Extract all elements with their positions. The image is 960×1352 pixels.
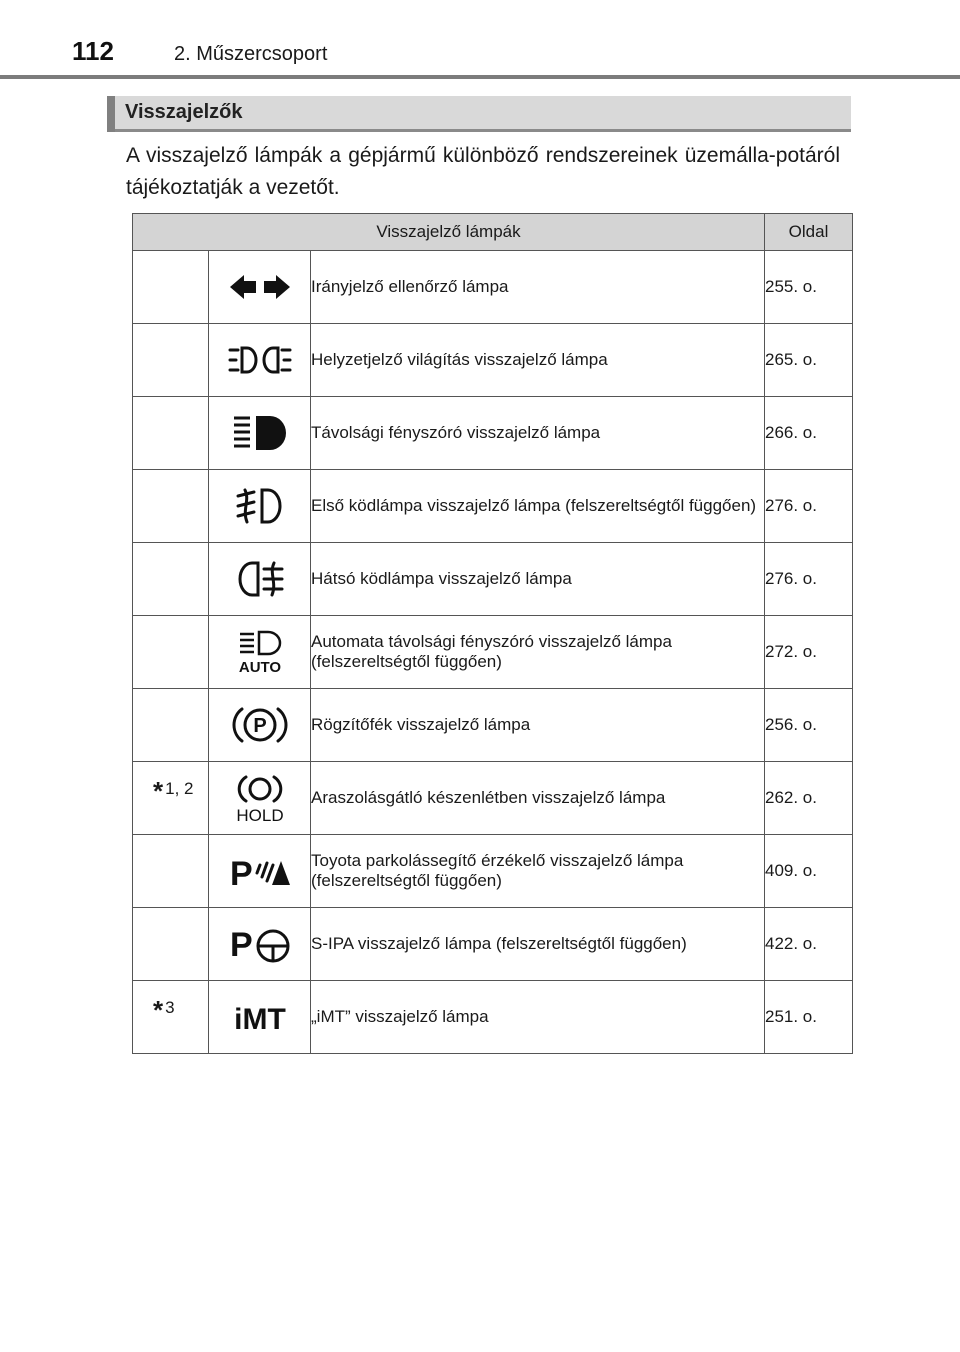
- table-header-row: [133, 214, 853, 251]
- note-cell: [133, 762, 209, 835]
- high-beam-icon: [209, 397, 311, 470]
- table-row: [133, 543, 853, 616]
- page-reference: 409. o.: [765, 835, 853, 908]
- svg-text:P: P: [229, 926, 253, 964]
- note-cell: [133, 251, 209, 324]
- page-reference: 255. o.: [765, 251, 853, 324]
- indicator-table: [132, 213, 853, 1054]
- page-header: [0, 0, 960, 80]
- front-fog-light-icon: [209, 470, 311, 543]
- page-reference: 276. o.: [765, 543, 853, 616]
- svg-text:P: P: [229, 855, 253, 891]
- table-row: [133, 616, 853, 689]
- table-row: [133, 251, 853, 324]
- parking-brake-icon: [209, 689, 311, 762]
- footnote-marker: * 1, 2: [153, 776, 194, 806]
- hold-label: HOLD: [235, 806, 284, 823]
- chapter-title: 2. Műszercsoport: [174, 43, 328, 65]
- lamp-description: Hátsó ködlámpa visszajelző lámpa: [311, 543, 765, 616]
- page-number: 112: [72, 36, 114, 66]
- header-divider: [0, 75, 960, 79]
- table-row: [133, 981, 853, 1054]
- note-cell: [133, 616, 209, 689]
- column-header-lamps: Visszajelző lámpák: [133, 214, 765, 251]
- lamp-description: Rögzítőfék visszajelző lámpa: [311, 689, 765, 762]
- section-title: Visszajelzők: [125, 101, 243, 123]
- svg-text:P: P: [252, 715, 267, 737]
- page-reference: 265. o.: [765, 324, 853, 397]
- lamp-description: „iMT” visszajelző lámpa: [311, 981, 765, 1054]
- table-row: [133, 908, 853, 981]
- note-cell: [133, 543, 209, 616]
- table-row: [133, 762, 853, 835]
- note-cell: [133, 397, 209, 470]
- note-cell: [133, 324, 209, 397]
- page-reference: 266. o.: [765, 397, 853, 470]
- page-reference: 272. o.: [765, 616, 853, 689]
- note-cell: [133, 835, 209, 908]
- lamp-description: Araszolásgátló készenlétben visszajelző lámpa: [311, 762, 765, 835]
- parking-sensor-icon: [209, 835, 311, 908]
- page-reference: 256. o.: [765, 689, 853, 762]
- auto-high-beam-icon: [209, 616, 311, 689]
- lamp-description: Távolsági fényszóró visszajelző lámpa: [311, 397, 765, 470]
- s-ipa-icon: [209, 908, 311, 981]
- table-row: [133, 324, 853, 397]
- imt-label: iMT: [233, 1003, 286, 1035]
- table-row: [133, 397, 853, 470]
- section-heading-bar: [107, 96, 851, 132]
- lamp-description: Irányjelző ellenőrző lámpa: [311, 251, 765, 324]
- page-reference: 276. o.: [765, 470, 853, 543]
- brake-hold-icon: [209, 762, 311, 835]
- lamp-description: Első ködlámpa visszajelző lámpa (felszereltségtől függően): [311, 470, 765, 543]
- table-row: [133, 470, 853, 543]
- table-row: [133, 835, 853, 908]
- column-header-page: Oldal: [765, 214, 853, 251]
- intro-paragraph: A visszajelző lámpák a gépjármű különböző rendszereinek üzemálla-potáról tájékoztatják a vezetőt.: [126, 144, 840, 199]
- imt-icon: [209, 981, 311, 1054]
- note-cell: [133, 470, 209, 543]
- note-cell: [133, 689, 209, 762]
- page-reference: 422. o.: [765, 908, 853, 981]
- lamp-description: Toyota parkolássegítő érzékelő visszajelző lámpa (felszereltségtől függően): [311, 835, 765, 908]
- note-cell: [133, 908, 209, 981]
- lamp-description: S-IPA visszajelző lámpa (felszereltségtől függően): [311, 908, 765, 981]
- page-reference: 262. o.: [765, 762, 853, 835]
- page-reference: 251. o.: [765, 981, 853, 1054]
- lamp-description: Automata távolsági fényszóró visszajelző lámpa (felszereltségtől függően): [311, 616, 765, 689]
- section-heading-accent: [107, 96, 115, 132]
- tail-lights-icon: [209, 324, 311, 397]
- lamp-description: Helyzetjelző világítás visszajelző lámpa: [311, 324, 765, 397]
- footnote-marker: * 3: [153, 995, 175, 1025]
- table-row: [133, 689, 853, 762]
- note-cell: [133, 981, 209, 1054]
- turn-signal-arrows-icon: [209, 251, 311, 324]
- rear-fog-light-icon: [209, 543, 311, 616]
- auto-label: AUTO: [238, 659, 281, 674]
